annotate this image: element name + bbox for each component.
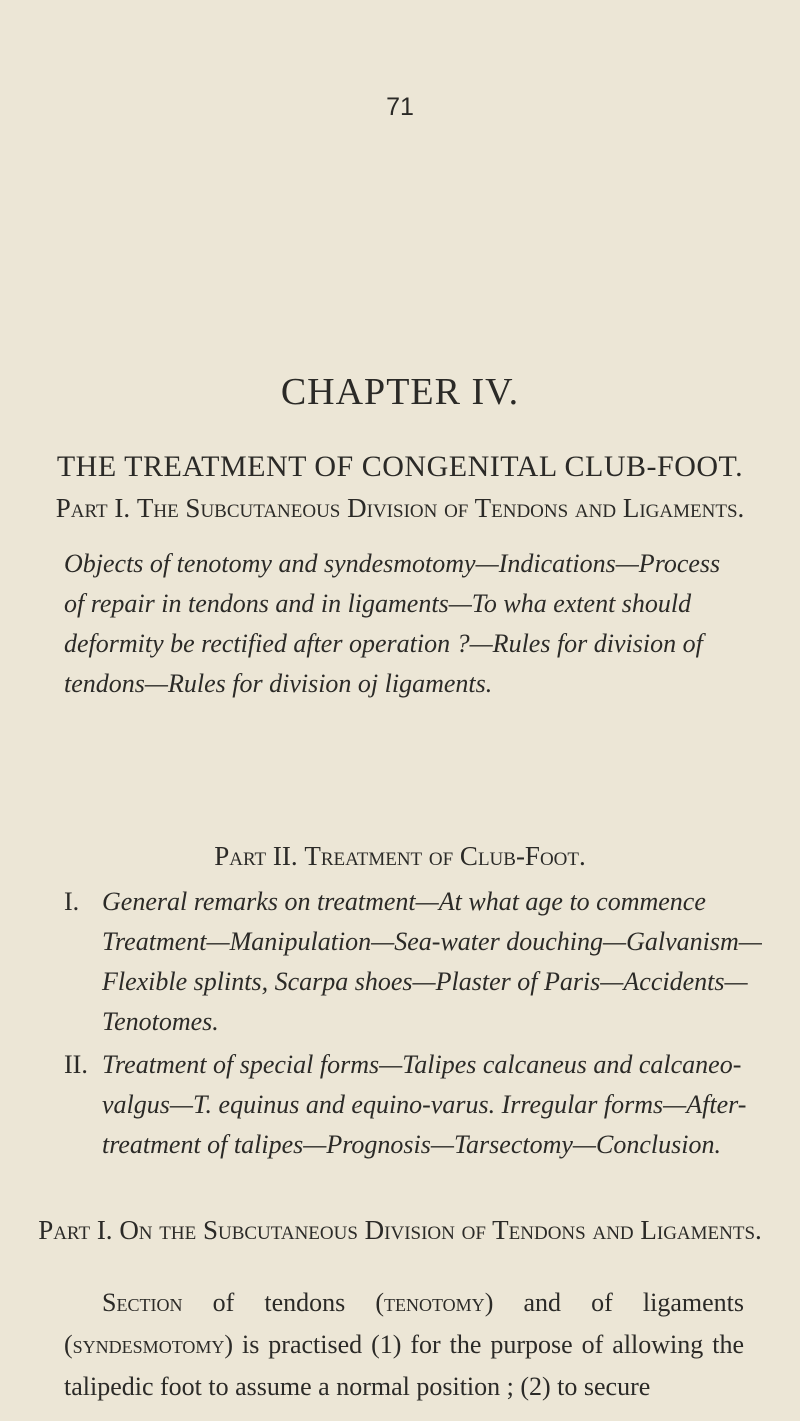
- chapter-title: CHAPTER IV.: [280, 371, 520, 413]
- part1-heading-label: Part I.: [55, 493, 131, 523]
- part2-heading-text: Treatment of Club-Foot.: [304, 841, 586, 871]
- body-text-2: ) and of ligaments (: [64, 1288, 744, 1359]
- part2-item-2-number: II.: [64, 1050, 88, 1079]
- part2-heading: [0, 838, 800, 874]
- chapter-subtitle: THE TREATMENT OF CONGENITAL CLUB-FOOT.: [56, 450, 744, 483]
- part1-section-heading-text: On the Subcutaneous Division of Tendons and Ligaments.: [119, 1215, 762, 1245]
- part2-item-1-text: General remarks on treatment—At what age to commence Treatment—Manipulation—Sea-water douching—Galvanism—Flexible splints, Scarpa shoes—Plaster of Paris—Accidents—Tenotomes.: [102, 887, 762, 1036]
- part1-heading: [0, 490, 800, 526]
- part2-item-2: [64, 1045, 782, 1165]
- body-text-1: of tendons (: [182, 1288, 385, 1317]
- part2-heading-label: Part II.: [214, 841, 298, 871]
- part1-section-heading: [0, 1212, 800, 1248]
- part1-heading-text: The Subcutaneous Division of Tendons and Ligaments.: [136, 493, 745, 523]
- part1-section-heading-label: Part I.: [38, 1215, 113, 1245]
- body-text-3: ) is practised (1) for the purpose of allowing the talipedic foot to assume a normal position ; (2) to secure: [64, 1330, 744, 1401]
- part2-item-1: [64, 882, 782, 1042]
- term-tenotomy: tenotomy: [384, 1288, 485, 1317]
- part1-contents: Objects of tenotomy and syndesmotomy—Indications—Process of repair in tendons and in ligaments—To wha extent should deformity be rectified after operation ?—Rules for division of tendons—Rules for division oj ligaments.: [64, 549, 721, 698]
- body-paragraph: [64, 1282, 744, 1408]
- page-number: 71: [386, 93, 414, 121]
- part2-item-1-number: I.: [64, 887, 80, 916]
- part2-item-2-text: Treatment of special forms—Talipes calcaneus and calcaneo-valgus—T. equinus and equino-varus. Irregular forms—After-treatment of talipes—Prognosis—Tarsectomy—Conclusion.: [102, 1050, 747, 1159]
- body-lead-word: Section: [102, 1288, 183, 1317]
- term-syndesmotomy: syndesmotomy: [72, 1330, 225, 1359]
